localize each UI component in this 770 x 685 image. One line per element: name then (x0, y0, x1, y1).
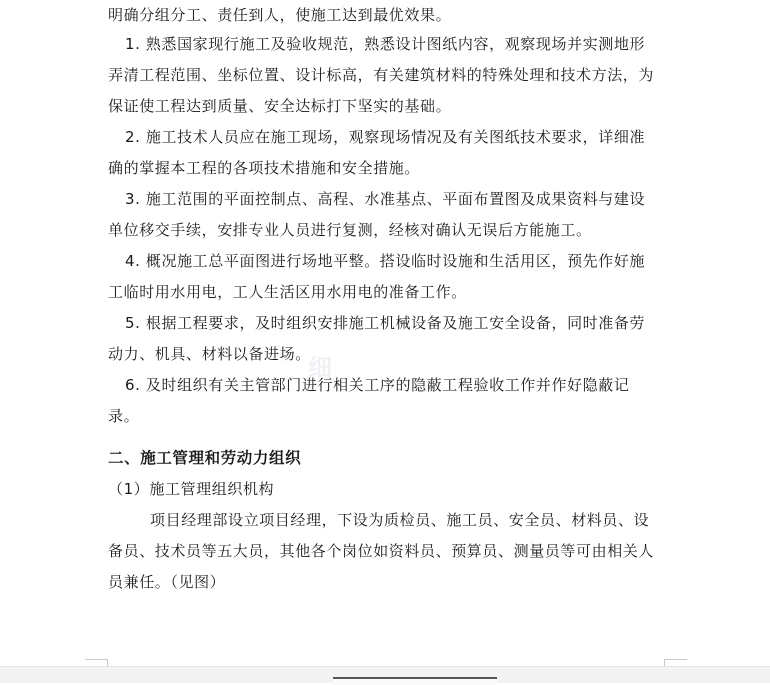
list-item-5-line-1: 5. 根据工程要求，及时组织安排施工机械设备及施工安全设备，同时准备劳 (125, 314, 646, 332)
text-line: 明确分组分工、责任到人，使施工达到最优效果。 (108, 6, 452, 24)
list-item-3-line-2: 单位移交手续，安排专业人员进行复测，经核对确认无误后方能施工。 (108, 221, 592, 239)
next-page-edge (333, 677, 497, 685)
list-item-2-line-2: 确的掌握本工程的各项技术措施和安全措施。 (108, 159, 421, 177)
list-item-4-line-1: 4. 概况施工总平面图进行场地平整。搭设临时设施和生活用区，预先作好施 (125, 252, 646, 270)
list-item-6-line-2: 录。 (108, 407, 140, 425)
document-body (108, 0, 668, 598)
list-item-3-line-1: 3. 施工范围的平面控制点、高程、水准基点、平面布置图及成果资料与建设 (125, 190, 646, 208)
list-item-1-line-2: 弄清工程范围、坐标位置、设计标高，有关建筑材料的特殊处理和技术方法，为 (108, 66, 655, 84)
paragraph-line-3: 员兼任。（见图） (108, 573, 226, 591)
list-item-6-line-1: 6. 及时组织有关主管部门进行相关工序的隐蔽工程验收工作并作好隐蔽记 (125, 376, 630, 394)
section-heading: 二、施工管理和劳动力组织 (108, 449, 302, 467)
subsection-heading: （1）施工管理组织机构 (108, 480, 275, 498)
watermark: 细 (308, 354, 332, 382)
list-item-4-line-2: 工临时用水用电，工人生活区用水用电的准备工作。 (108, 283, 467, 301)
list-item-5-line-2: 动力、机具、材料以备进场。 (108, 345, 311, 363)
paragraph-line-2: 备员、技术员等五大员，其他各个岗位如资料员、预算员、测量员等可由相关人 (108, 542, 655, 560)
list-item-1-line-3: 保证使工程达到质量、安全达标打下坚实的基础。 (108, 97, 452, 115)
list-item-2-line-1: 2. 施工技术人员应在施工现场，观察现场情况及有关图纸技术要求，详细准 (125, 128, 646, 146)
paragraph-line-1: 项目经理部设立项目经理，下设为质检员、施工员、安全员、材料员、设 (150, 511, 650, 529)
list-item-1-line-1: 1. 熟悉国家现行施工及验收规范，熟悉设计图纸内容，观察现场并实测地形 (125, 35, 646, 53)
